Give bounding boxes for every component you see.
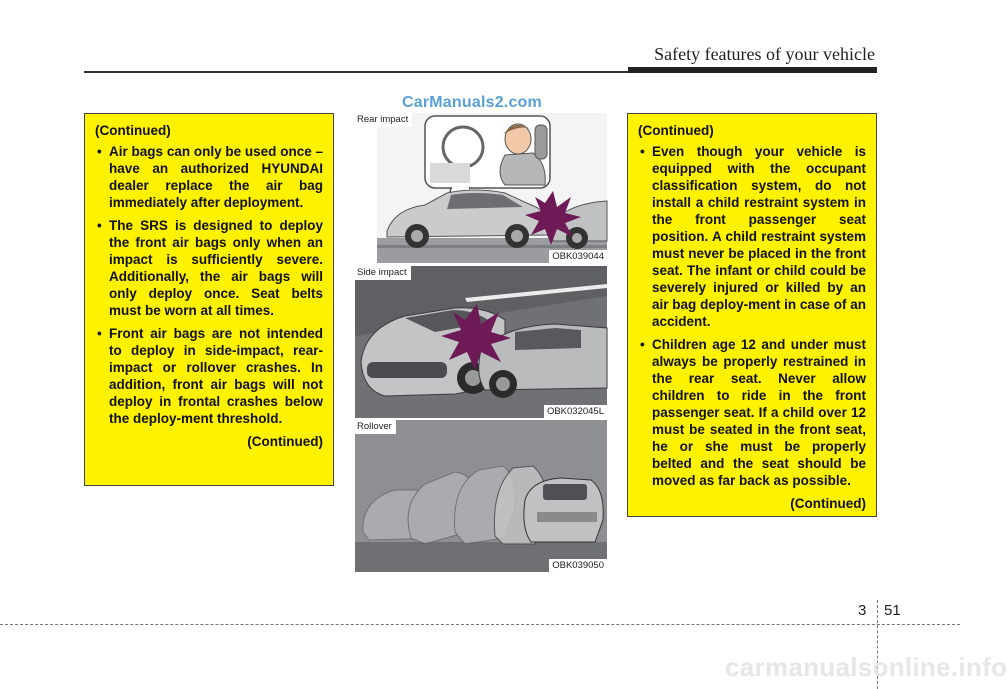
box-title: (Continued) bbox=[638, 123, 714, 138]
box-title: (Continued) bbox=[95, 123, 171, 138]
figure-rear-impact bbox=[355, 113, 607, 263]
bullet-item: • Even though your vehicle is equipped with the occupant classification system, do not install a child restraint system in the front passenger seat position. A child restraint system must never be placed in the front seat. The infant or child could be severely injured or killed by an air bag deploy-ment in case of an accident. bbox=[640, 144, 866, 329]
bullet-item: • Children age 12 and under must always be properly restrained in the rear seat. Never allow children to ride in the front passenger seat. If a child over 12 must be seated in the front seat, he or she must be properly belted and the seat should be moved as far back as possible. bbox=[640, 337, 866, 488]
figure-code: OBK039050 bbox=[549, 559, 607, 572]
warning-box-right bbox=[627, 113, 877, 517]
continued-label: (Continued) bbox=[247, 434, 323, 449]
bullet-item: • The SRS is designed to deploy the front air bags only when an impact is sufficiently severe. Additionally, the air bags will only deploy once. Seat belts must be worn at all times. bbox=[97, 218, 323, 318]
chapter-number: 3 bbox=[858, 602, 867, 619]
side-impact-illustration bbox=[355, 266, 607, 418]
footer-rule bbox=[0, 624, 960, 625]
rear-impact-illustration bbox=[355, 113, 607, 263]
bullet-dot-icon: • bbox=[97, 218, 102, 233]
figure-side-impact bbox=[355, 266, 607, 418]
figure-code: OBK039044 bbox=[549, 250, 607, 263]
page-header-title: Safety features of your vehicle bbox=[654, 44, 875, 64]
warning-box-left bbox=[84, 113, 334, 486]
bullet-dot-icon: • bbox=[640, 144, 645, 159]
bullet-item: • Air bags can only be used once – have an authorized HYUNDAI dealer replace the air bag immediately after deployment. bbox=[97, 144, 323, 210]
bullet-item: • Front air bags are not intended to deploy in side-impact, rear-impact or rollover crashes. In addition, front air bags will not deploy in frontal crashes below the deploy-ment threshold. bbox=[97, 326, 323, 426]
header-rule bbox=[84, 71, 630, 73]
bullet-dot-icon: • bbox=[97, 144, 102, 159]
bullet-dot-icon: • bbox=[640, 337, 645, 352]
figure-code: OBK032045L bbox=[544, 405, 607, 418]
rollover-illustration bbox=[355, 420, 607, 572]
figure-label: Side impact bbox=[355, 266, 411, 280]
header-rule-accent bbox=[628, 67, 877, 73]
page-number: 51 bbox=[884, 602, 901, 619]
watermark-bottom: carmanualsonline.info bbox=[725, 652, 1007, 682]
figure-label: Rear impact bbox=[355, 113, 412, 127]
figure-rollover bbox=[355, 420, 607, 572]
watermark-top: CarManuals2.com bbox=[402, 94, 542, 111]
figure-label: Rollover bbox=[355, 420, 396, 434]
bullet-dot-icon: • bbox=[97, 326, 102, 341]
continued-label: (Continued) bbox=[790, 496, 866, 511]
